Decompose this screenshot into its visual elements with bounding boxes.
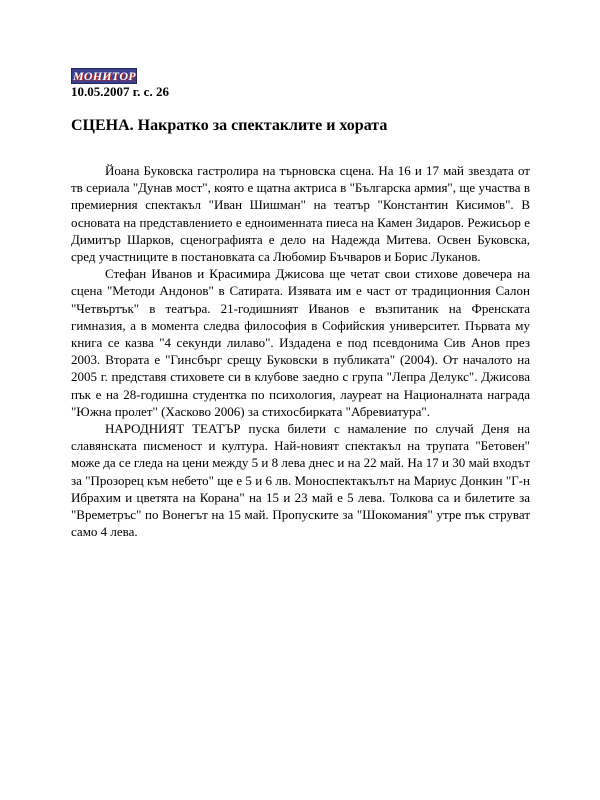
article-headline: СЦЕНА. Накратко за спектаклите и хората (71, 117, 388, 134)
logo-text: МОНИТОР (73, 69, 136, 83)
monitor-logo (71, 68, 137, 84)
paragraph: НАРОДНИЯТ ТЕАТЪР пуска билети с намаление по случай Деня на славянската писменост и култура. Най-новият спектакъл на трупата "Бетовен" може да се гледа на цени между 5 и 8 лева днес и на 22 май. На 17 и 30 май входът за "Прозорец към небето" ще е 5 и 6 лв. Моноспектакълът на Мариус Донкин "Г-н Ибрахим и цветята на Корана" на 15 и 23 май е 5 лева. Толкова са и билетите за "Времетръс" по Вонегът на 15 май. Пропуските за "Шокомания" утре пък струват само 4 лева. (71, 421, 530, 540)
paragraph: Йоана Буковска гастролира на търновска сцена. На 16 и 17 май звездата от тв сериала "Дунав мост", която е щатна актриса в "Българска армия", ще участва в премиерния спектакъл "Иван Шишман" на театър "Константин Кисимов". В основата на представлението е едноименната пиеса на Камен Зидаров. Режисьор е Димитър Шарков, сценографията е дело на Надежда Митева. Освен Буковска, сред участниците в постановката са Любомир Бъчваров и Борис Луканов. (71, 163, 530, 265)
article-body (71, 162, 530, 540)
paragraph: Стефан Иванов и Красимира Джисова ще четат свои стихове довечера на сцена "Методи Андонов" в Сатирата. Изявата им е част от традиционния Салон "Четвъртък" в театъра. 21-годишният Иванов е възпитаник на Френската гимназия, а в момента следва философия в Софийския университет. Първата му книга се казва "4 секунди лилаво". Издадена е под псевдонима Сив Анов през 2003. Втората е "Гинсбърг срещу Буковски в публиката" (2004). От началото на 2005 г. представя стиховете си в клубове заедно с група "Лепра Делукс". Джисова пък е на 28-годишна студентка по психология, лауреат на Националната награда "Южна пролет" (Хасково 2006) за стихосбирката "Абревиатура". (71, 266, 530, 419)
source-date-page: 10.05.2007 г. с. 26 (71, 84, 169, 99)
